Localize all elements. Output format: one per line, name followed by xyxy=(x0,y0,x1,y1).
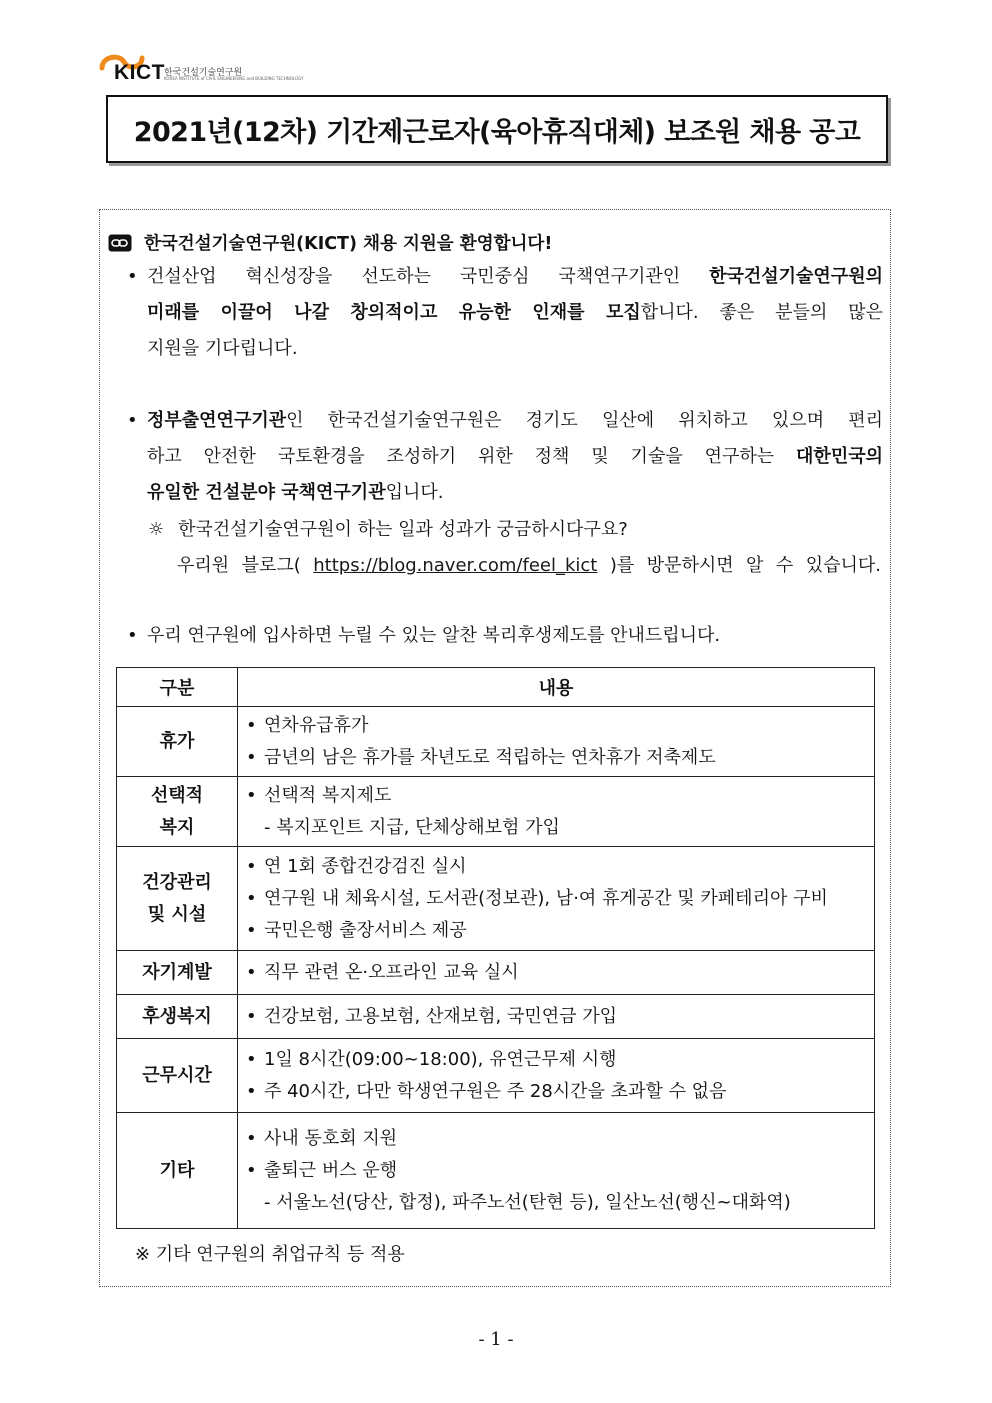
intro-paragraph xyxy=(127,259,883,367)
intro-line-3: 지원을 기다립니다. xyxy=(147,338,298,359)
link-icon xyxy=(108,234,132,252)
row-category: 휴가 xyxy=(117,707,238,777)
list-item: • 주 40시간, 다만 학생연구원은 주 28시간을 초과할 수 없음 xyxy=(246,1076,874,1108)
row-content xyxy=(238,847,875,951)
row-content xyxy=(238,995,875,1039)
row-category: 기타 xyxy=(117,1113,238,1229)
header-content: 내용 xyxy=(238,668,875,707)
row-category: 건강관리 및 시설 xyxy=(117,847,238,951)
about-line-1: • 정부출연연구기관인 한국건설기술연구원은 경기도 일산에 위치하고 있으며 편리 xyxy=(127,403,883,439)
title-box xyxy=(106,95,888,163)
sun-icon: ☼ xyxy=(148,519,165,540)
about-line-3: 유일한 건설분야 국책연구기관입니다. xyxy=(147,482,444,503)
blog-link[interactable]: https://blog.naver.com/feel_kict xyxy=(313,555,598,576)
table-row xyxy=(117,995,875,1039)
row-content xyxy=(238,707,875,777)
benefits-table xyxy=(116,667,875,1229)
row-category: 후생복지 xyxy=(117,995,238,1039)
footnote: ※ 기타 연구원의 취업규칙 등 적용 xyxy=(135,1244,405,1265)
list-item: • 연 1회 종합건강검진 실시 xyxy=(246,851,874,883)
list-item: • 사내 동호회 지원 xyxy=(246,1123,874,1155)
table-row xyxy=(117,1113,875,1229)
logo-org-name: 한국건설기술연구원 xyxy=(164,68,243,78)
bullet: • xyxy=(127,266,138,287)
table-row xyxy=(117,951,875,995)
about-line-2: 하고 안전한 국토환경을 조성하기 위한 정책 및 기술을 연구하는 대한민국의 xyxy=(147,446,883,467)
about-paragraph xyxy=(127,403,883,511)
list-item: • 출퇴근 버스 운행 xyxy=(246,1155,874,1187)
table-row xyxy=(117,1039,875,1113)
greeting xyxy=(108,230,552,255)
row-content xyxy=(238,1039,875,1113)
intro-line-1: • 건설산업 혁신성장을 선도하는 국민중심 국책연구기관인 한국건설기술연구원의 xyxy=(127,259,883,295)
list-item: • 직무 관련 온·오프라인 교육 실시 xyxy=(246,957,874,989)
benefits-table-body xyxy=(117,707,875,1229)
page-title: 2021년(12차) 기간제근로자(육아휴직대체) 보조원 채용 공고 xyxy=(133,116,861,148)
page-number: - 1 - xyxy=(478,1329,514,1350)
list-item: • 1일 8시간(09:00~18:00), 유연근무제 시행 xyxy=(246,1044,874,1076)
row-content xyxy=(238,1113,875,1229)
list-item: • 선택적 복지제도 xyxy=(246,780,874,812)
list-item: • 연차유급휴가 xyxy=(246,710,874,742)
table-row xyxy=(117,707,875,777)
blog-question: ☼ 한국건설기술연구원이 하는 일과 성과가 궁금하시다구요? xyxy=(148,512,628,548)
row-category: 자기계발 xyxy=(117,951,238,995)
welfare-intro: • 우리 연구원에 입사하면 누릴 수 있는 알찬 복리후생제도를 안내드립니다. xyxy=(127,618,883,654)
list-item: • 국민은행 출장서비스 제공 xyxy=(246,915,874,947)
sub-item: - 서울노선(당산, 합정), 파주노선(탄현 등), 일산노선(행신~대화역) xyxy=(264,1191,791,1213)
row-category: 선택적 복지 xyxy=(117,777,238,847)
greeting-text: 한국건설기술연구원(KICT) 채용 지원을 환영합니다! xyxy=(144,234,553,254)
table-row xyxy=(117,777,875,847)
logo-org-name-en: KOREA INSTITUTE of CIVIL ENGINEERING and BUILDING TECHNOLOGY xyxy=(164,76,304,81)
intro-line-2: 미래를 이끌어 나갈 창의적이고 유능한 인재를 모집합니다. 좋은 분들의 많은 xyxy=(147,302,883,323)
table-row xyxy=(117,847,875,951)
header-category: 구분 xyxy=(117,668,238,707)
sub-item: - 복지포인트 지급, 단체상해보험 가입 xyxy=(264,816,560,838)
kict-logo xyxy=(98,48,304,84)
list-item: • 금년의 남은 휴가를 차년도로 적립하는 연차휴가 저축제도 xyxy=(246,742,874,774)
bullet: • xyxy=(127,625,138,646)
list-item: • 건강보험, 고용보험, 산재보험, 국민연금 가입 xyxy=(246,1001,874,1033)
bullet: • xyxy=(127,410,138,431)
row-content xyxy=(238,951,875,995)
row-category: 근무시간 xyxy=(117,1039,238,1113)
list-item: • 연구원 내 체육시설, 도서관(정보관), 남·여 휴게공간 및 카페테리아 구비 xyxy=(246,883,874,915)
table-header-row xyxy=(117,668,875,707)
logo-mark: KICT xyxy=(114,61,165,84)
row-content xyxy=(238,777,875,847)
blog-line: 우리원 블로그( https://blog.naver.com/feel_kict )를 방문하시면 알 수 있습니다. xyxy=(177,555,881,576)
